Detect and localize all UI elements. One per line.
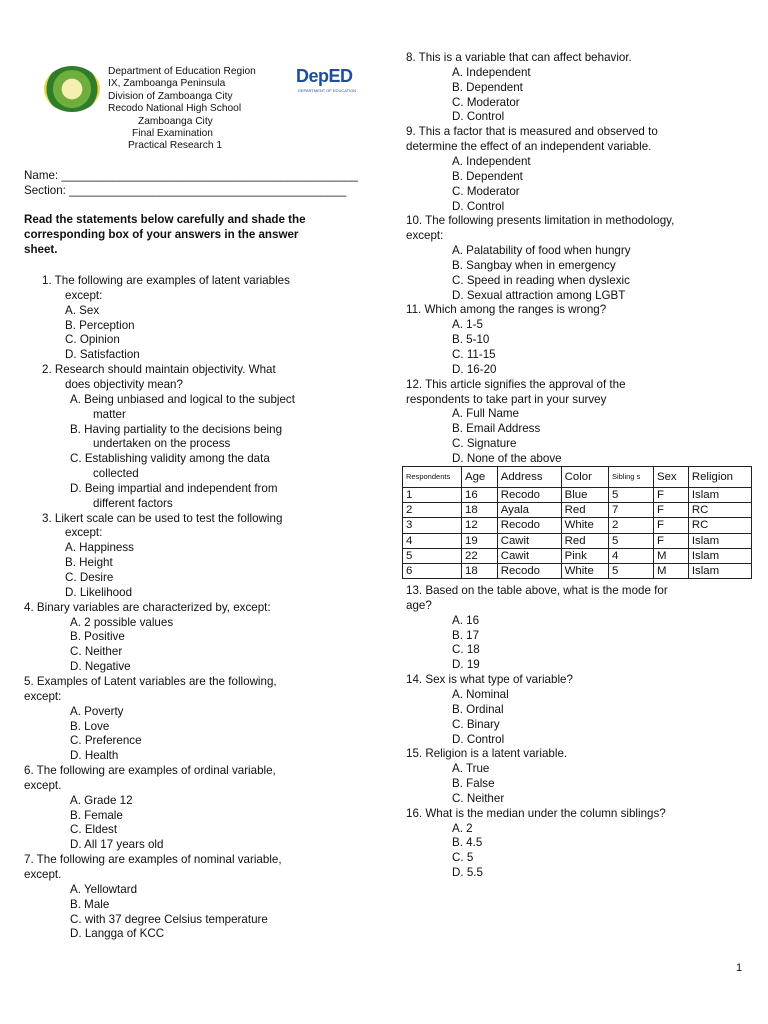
question-line: A. Yellowtard <box>70 882 138 896</box>
table-cell: 16 <box>462 488 498 503</box>
question-line: D. Sexual attraction among LGBT <box>452 288 626 302</box>
table-cell: M <box>653 548 688 563</box>
table-cell: White <box>561 563 608 578</box>
question-line: except. <box>24 868 62 881</box>
table-cell: Islam <box>688 533 751 548</box>
question-line: undertaken on the process <box>93 437 231 451</box>
question-line: 6. The following are examples of ordinal variable, <box>24 764 276 778</box>
table-row <box>403 548 752 563</box>
question-line: D. 16-20 <box>452 362 497 376</box>
table-cell: Recodo <box>497 518 561 533</box>
table-cell: Islam <box>688 548 751 563</box>
question-line: C. 11-15 <box>452 348 496 361</box>
table-cell: Recodo <box>497 488 561 503</box>
table-cell: Islam <box>688 488 751 503</box>
question-line: different factors <box>93 496 173 510</box>
table-header-cell: Respondents <box>403 467 462 488</box>
table-cell: Blue <box>561 488 608 503</box>
header-line: Final Examination <box>132 128 213 140</box>
table-cell: F <box>653 503 688 518</box>
question-line: collected <box>93 467 139 481</box>
table-cell: Red <box>561 503 608 518</box>
question-line: C. 5 <box>452 851 474 865</box>
question-line: C. Preference <box>70 734 142 748</box>
question-line: B. Height <box>65 556 113 570</box>
question-line: except: <box>65 526 103 540</box>
table-row <box>403 503 752 518</box>
table-cell: 4 <box>608 548 653 563</box>
table-cell: 5 <box>403 548 462 563</box>
question-line: 13. Based on the table above, what is the mode for <box>406 584 668 597</box>
table-row <box>403 533 752 548</box>
header-line: Division of Zamboanga City <box>108 90 233 102</box>
question-line: B. Female <box>70 808 123 822</box>
question-line: D. 5.5 <box>452 866 483 880</box>
question-line: 12. This article signifies the approval of the <box>406 377 626 391</box>
instructions-line: sheet. <box>24 243 58 256</box>
question-line: C. Neither <box>70 645 123 659</box>
question-line: B. Perception <box>65 318 135 332</box>
question-line: C. with 37 degree Celsius temperature <box>70 912 268 926</box>
question-line: B. Positive <box>70 630 125 644</box>
question-line: except: <box>406 229 444 243</box>
question-line: D. Control <box>452 199 505 213</box>
table-cell: 19 <box>462 533 498 548</box>
table-cell: Recodo <box>497 563 561 578</box>
question-line: 8. This is a variable that can affect behavior. <box>406 51 632 64</box>
table-cell: Islam <box>688 563 751 578</box>
table-header-cell: Address <box>497 467 561 488</box>
table-cell: Ayala <box>497 503 561 518</box>
question-line: D. 19 <box>452 658 480 672</box>
question-line: C. Desire <box>65 571 114 584</box>
question-line: 15. Religion is a latent variable. <box>406 747 568 761</box>
question-line: C. Signature <box>452 437 517 451</box>
table-cell: 2 <box>403 503 462 518</box>
table-cell: 18 <box>462 563 498 578</box>
header-line: Zamboanga City <box>138 115 213 127</box>
table-cell: F <box>653 488 688 503</box>
table-cell: RC <box>688 503 751 518</box>
question-line: B. Email Address <box>452 422 541 436</box>
table-cell: 7 <box>608 503 653 518</box>
header-line: Department of Education Region <box>108 66 256 77</box>
table-cell: 12 <box>462 518 498 533</box>
question-line: D. Health <box>70 749 119 763</box>
question-line: D. None of the above <box>452 451 562 465</box>
question-line: A. Poverty <box>70 704 124 718</box>
question-line: B. 5-10 <box>452 333 490 347</box>
table-cell: 5 <box>608 488 653 503</box>
instructions-line: corresponding box of your answers in the answer <box>24 228 299 241</box>
question-line: except: <box>24 689 62 703</box>
page-number: 1 <box>736 962 743 974</box>
question-line: B. False <box>452 777 495 791</box>
question-line: C. Binary <box>452 717 500 731</box>
table-cell: M <box>653 563 688 578</box>
respondents-table <box>402 466 752 579</box>
table-cell: 18 <box>462 503 498 518</box>
table-header-cell: Age <box>462 467 498 488</box>
question-line: A. Nominal <box>452 687 509 701</box>
question-line: C. Eldest <box>70 823 118 837</box>
header-line: IX, Zamboanga Peninsula <box>108 78 226 90</box>
question-line: B. Dependent <box>452 169 523 183</box>
question-line: C. 18 <box>452 643 480 657</box>
school-header <box>108 66 288 153</box>
table-header-cell: Color <box>561 467 608 488</box>
question-line: except: <box>65 288 103 302</box>
section-field[interactable]: Section: ___________________________________________ <box>24 184 347 197</box>
deped-logo-subtitle: DEPARTMENT OF EDUCATION <box>298 88 357 93</box>
table-cell: Cawit <box>497 548 561 563</box>
question-line: D. Likelihood <box>65 585 133 599</box>
table-row <box>403 488 752 503</box>
question-line: B. Sangbay when in emergency <box>452 258 616 272</box>
table-cell: Cawit <box>497 533 561 548</box>
question-line: C. Moderator <box>452 95 520 109</box>
question-line: D. Control <box>452 110 505 124</box>
table-header-row <box>403 467 752 488</box>
table-cell: 4 <box>403 533 462 548</box>
question-line: B. 17 <box>452 628 480 642</box>
question-line: D. Negative <box>70 660 131 674</box>
question-line: D. Langga of KCC <box>70 927 165 941</box>
question-line: B. Male <box>70 897 110 911</box>
question-line: 2. Research should maintain objectivity. What <box>42 363 276 377</box>
table-header-cell: Religion <box>688 467 751 488</box>
question-line: does objectivity mean? <box>65 377 183 391</box>
question-line: A. Sex <box>65 303 100 317</box>
question-line: matter <box>93 407 126 421</box>
table-cell: 22 <box>462 548 498 563</box>
table-cell: 6 <box>403 563 462 578</box>
question-line: A. Palatability of food when hungry <box>452 244 631 258</box>
question-line: C. Neither <box>452 791 505 805</box>
question-line: A. Independent <box>452 65 531 79</box>
table-cell: F <box>653 518 688 533</box>
question-line: A. Full Name <box>452 407 520 421</box>
table-header-cell: Sex <box>653 467 688 488</box>
question-line: 10. The following presents limitation in methodology, <box>406 214 675 228</box>
question-line: determine the effect of an independent variable. <box>406 140 652 154</box>
question-line: A. True <box>452 762 490 776</box>
question-line: B. Love <box>70 719 110 733</box>
question-line: A. 1-5 <box>452 318 483 332</box>
table-cell: 3 <box>403 518 462 533</box>
school-seal-logo <box>44 66 100 112</box>
instructions-line: Read the statements below carefully and shade the <box>24 213 306 226</box>
question-line: A. Independent <box>452 154 531 168</box>
table-cell: Red <box>561 533 608 548</box>
question-line: 4. Binary variables are characterized by, except: <box>24 600 271 614</box>
question-line: A. 2 <box>452 821 473 835</box>
question-line: B. Dependent <box>452 80 523 94</box>
question-line: respondents to take part in your survey <box>406 392 607 406</box>
table-cell: F <box>653 533 688 548</box>
question-line: except. <box>24 778 62 792</box>
question-line: 14. Sex is what type of variable? <box>406 673 573 687</box>
question-line: C. Moderator <box>452 184 520 198</box>
question-line: A. Grade 12 <box>70 793 133 807</box>
question-line: age? <box>406 598 432 612</box>
question-line: C. Establishing validity among the data <box>70 452 270 466</box>
question-line: A. 16 <box>452 613 480 627</box>
question-line: D. Control <box>452 732 505 746</box>
question-line: C. Speed in reading when dyslexic <box>452 273 630 287</box>
question-line: D. Being impartial and independent from <box>70 481 278 495</box>
deped-logo <box>296 66 358 93</box>
question-line: D. All 17 years old <box>70 838 164 852</box>
question-line: A. Being unbiased and logical to the subject <box>70 392 295 406</box>
question-line: B. 4.5 <box>452 836 483 850</box>
table-cell: RC <box>688 518 751 533</box>
question-line: C. Opinion <box>65 333 120 347</box>
question-line: 5. Examples of Latent variables are the following, <box>24 674 277 688</box>
question-line: 11. Which among the ranges is wrong? <box>406 303 607 317</box>
question-line: 16. What is the median under the column siblings? <box>406 806 666 820</box>
deped-logo-text: DepED <box>296 66 353 86</box>
header-line: Practical Research 1 <box>128 140 222 152</box>
table-row <box>403 518 752 533</box>
question-line: 9. This a factor that is measured and observed to <box>406 125 658 139</box>
header-line: Recodo National High School <box>108 103 242 115</box>
question-line: 7. The following are examples of nominal variable, <box>24 853 282 867</box>
table-cell: 2 <box>608 518 653 533</box>
table-cell: 5 <box>608 563 653 578</box>
table-header-cell: Sibling s <box>608 467 653 488</box>
name-field[interactable]: Name: ______________________________________________ <box>24 169 358 182</box>
table-cell: 5 <box>608 533 653 548</box>
question-line: B. Ordinal <box>452 702 504 716</box>
question-line: 1. The following are examples of latent variables <box>42 274 290 287</box>
question-line: D. Satisfaction <box>65 348 140 362</box>
table-cell: Pink <box>561 548 608 563</box>
question-line: A. Happiness <box>65 541 134 555</box>
question-line: A. 2 possible values <box>70 615 174 629</box>
question-line: 3. Likert scale can be used to test the following <box>42 511 283 525</box>
table-row <box>403 563 752 578</box>
table-cell: White <box>561 518 608 533</box>
table-cell: 1 <box>403 488 462 503</box>
question-line: B. Having partiality to the decisions being <box>70 422 283 436</box>
